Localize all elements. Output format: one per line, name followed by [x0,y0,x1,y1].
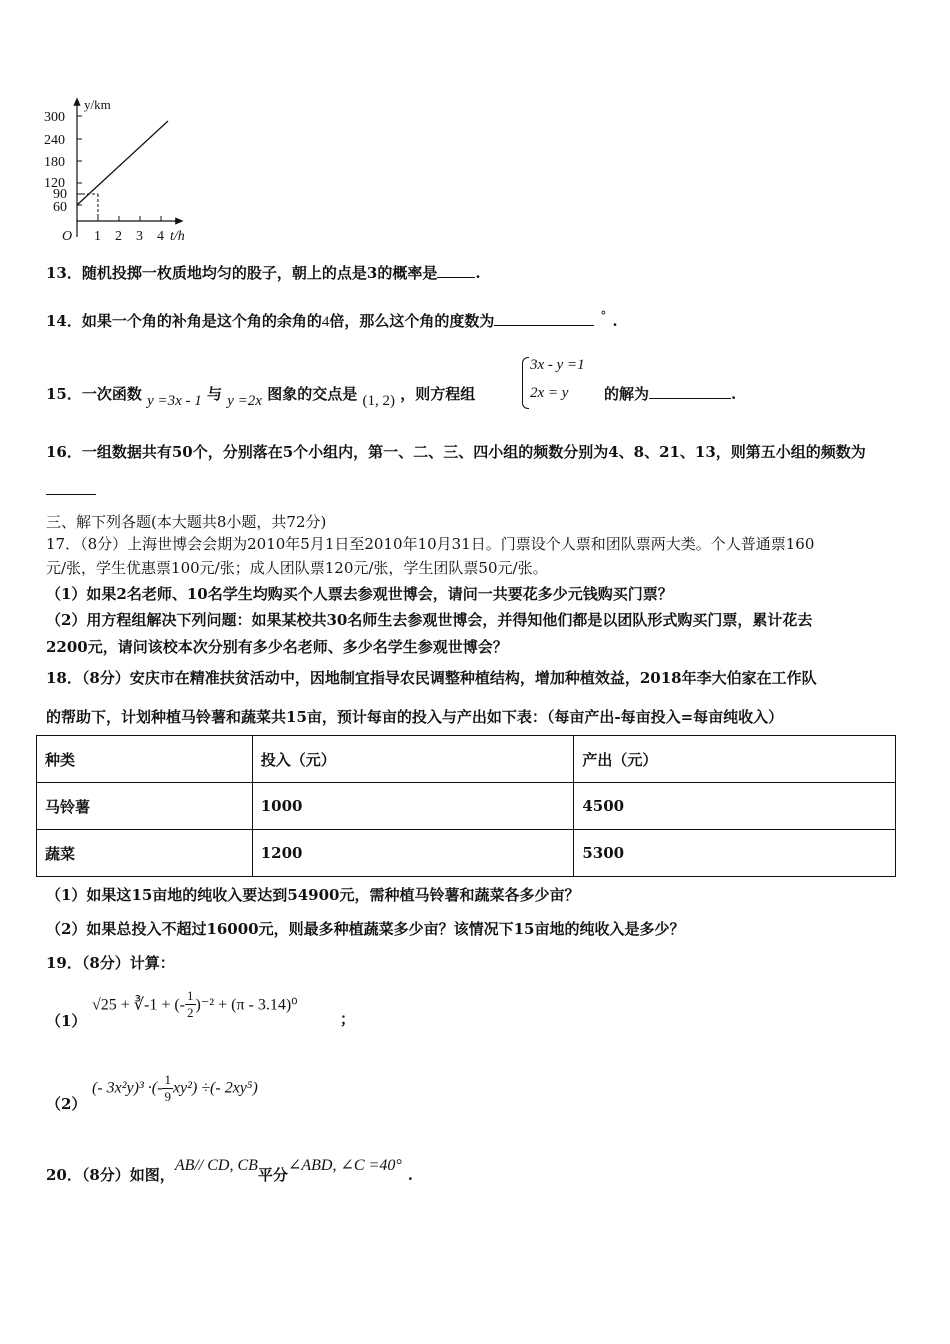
q15-function-1: y =3x - 1 [147,393,202,409]
table-row [37,783,896,830]
q19-p1-expr-a: √25 + ∛-1 + (- [92,996,186,1014]
q14-pre: 14．如果一个角的补角是这个角的余角的 [46,312,322,330]
q19-p1-expr-b: )⁻² + (π - 3.14)⁰ [195,996,298,1014]
x-tick-label: 4 [157,229,164,244]
y-tick-label: 240 [44,133,65,148]
y-tick-label: 120 [44,176,65,191]
q19-part-1-expression [92,988,298,1021]
q18-part-2: （2）如果总投入不超过16000元，则最多种植蔬菜多少亩？该情况下15亩地的纯收入是多少？ [46,920,685,938]
q19-part-1-tail: ； [340,1010,356,1028]
fraction-denominator: 9 [164,1089,171,1104]
q13-tail: . [475,264,481,282]
q15-mid2: 图象的交点是 [267,385,358,403]
q15-post: 的解为 [604,385,650,403]
q20-expression-1: AB// CD, CB [174,1157,258,1174]
table-cell: 5300 [574,830,896,877]
q15-mid1: 与 [207,385,223,403]
x-axis-label: t/h [170,229,185,244]
x-tick-label: 1 [94,229,101,244]
question-20 [46,1157,413,1185]
origin-label: O [62,229,73,244]
table-header-cell: 种类 [37,736,253,783]
q19-title: 19．（8分）计算： [46,954,175,972]
section-3-title: 三、解下列各题(本大题共8小题，共72分) [46,513,327,531]
y-tick-label: 180 [44,155,65,170]
q15-tail: . [731,385,737,403]
q20-pre: 20．（8分）如图， [46,1166,175,1184]
brace [522,357,529,409]
question-15-end [604,383,736,404]
y-tick-label: 300 [44,110,65,125]
q16-text: 16．一组数据共有50个，分别落在5个小组内，第一、二、三、四小组的频数分别为4、8、21、13，则第五小组的频数为 [46,443,866,461]
fraction-one-ninth [162,1072,173,1105]
q16-answer-blank [46,494,96,495]
equation-1: 3x - y =1 [530,357,585,373]
table-header-cell: 产出（元） [574,736,896,783]
x-tick-label: 3 [136,229,143,244]
table-cell: 4500 [574,783,896,830]
q19-p2-expr-b: xy²) ÷(- 2xy⁵) [172,1079,258,1097]
fraction-one-half [185,988,196,1021]
q17-line-1: 17．（8分）上海世博会会期为2010年5月1日至2010年10月31日。门票设个人票和团队票两大类。个人普通票160 [46,535,815,553]
equation-2: 2x = y [530,385,569,401]
table-header-row [37,736,896,783]
q15-pre: 15．一次函数 [46,385,142,403]
q18-line-1: 18．（8分）安庆市在精准扶贫活动中，因地制宜指导农民调整种植结构，增加种植效益，2018年李大伯家在工作队 [46,669,817,687]
question-16 [46,441,866,462]
distance-time-graph [40,95,200,250]
q17-part-1: （1）如果2名老师、10名学生均购买个人票去参观世博会，请问一共要花多少元钱购买门票？ [46,585,673,603]
q17-part-2-line-1: （2）用方程组解决下列问题：如果某校共30名师生去参观世博会，并得知他们都是以团队形式购买门票，累计花去 [46,611,813,629]
fraction-numerator: 1 [187,988,194,1003]
q18-part-1: （1）如果这15亩地的纯收入要达到54900元，需种植马铃薯和蔬菜各多少亩？ [46,886,580,904]
q13-text: 13．随机投掷一枚质地均匀的股子，朝上的点是3的概率是 [46,264,438,282]
x-tick-label: 2 [115,229,122,244]
q17-line-2: 元/张，学生优惠票100元/张；成人团队票120元/张，学生团队票50元/张。 [46,559,548,577]
y-axis-label: y/km [84,97,111,112]
table-cell: 1200 [252,830,574,877]
q20-tail: . [407,1166,413,1184]
table-cell: 1000 [252,783,574,830]
fraction-denominator: 2 [187,1005,194,1020]
question-14 [46,309,618,331]
question-15 [46,383,476,409]
table-cell: 马铃薯 [37,783,253,830]
q14-number: 4 [321,314,330,330]
input-output-table [36,735,896,877]
equation-system [522,355,612,411]
q13-answer-blank [437,277,475,278]
q19-part-2-label: （2） [46,1095,87,1113]
q15-mid3: ，则方程组 [400,385,476,403]
q15-point: (1, 2) [362,393,395,409]
q20-mid: 平分 [257,1166,288,1184]
q18-line-2: 的帮助下，计划种植马铃薯和蔬菜共15亩，预计每亩的投入与产出如下表：（每亩产出-每亩投入=每亩纯收入） [46,708,784,726]
q14-post: 倍，那么这个角的度数为 [329,312,495,330]
question-13 [46,262,481,283]
fraction-numerator: 1 [164,1072,171,1087]
y-tick-label: 90 [53,187,67,202]
table-cell: 蔬菜 [37,830,253,877]
q14-degree: ° [600,309,607,323]
q15-answer-blank [649,398,731,399]
series-line [77,121,168,205]
y-tick-label: 60 [53,200,67,215]
q20-expression-2: ∠ABD, ∠C =40° [287,1157,402,1174]
q14-tail: . [612,312,618,330]
table-header-cell: 投入（元） [252,736,574,783]
q17-part-2-line-2: 2200元，请问该校本次分别有多少名老师、多少名学生参观世博会？ [46,638,508,656]
q19-part-1-label: （1） [46,1012,87,1030]
q14-answer-blank [494,325,594,326]
table-row [37,830,896,877]
q19-p2-expr-a: (- 3x²y)³ ·(- [92,1079,163,1097]
q19-part-2-expression [92,1072,258,1105]
q15-function-2: y =2x [227,393,262,409]
